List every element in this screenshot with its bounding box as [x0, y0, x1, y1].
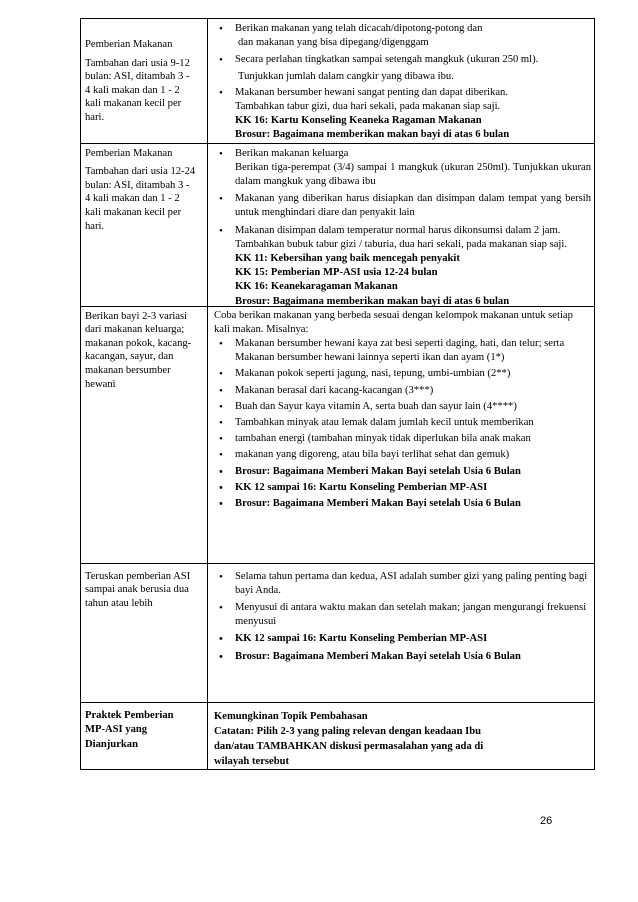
row-topic-cell	[81, 306, 208, 563]
topic-line: MP-ASI yang	[85, 724, 148, 736]
row-content-cell	[208, 143, 595, 306]
row-topic-cell	[81, 143, 208, 306]
row-content-cell	[208, 19, 595, 144]
topic-line: hari.	[85, 220, 105, 232]
list-item: • Buah dan Sayur kaya vitamin A, serta buah dan sayur lain (4****)	[208, 400, 591, 414]
row-topic-cell	[81, 563, 208, 702]
list-item: • Menyusui di antara waktu makan dan setelah makan; jangan mengurangi frekuensi menyusui	[208, 601, 591, 629]
table-row	[81, 19, 595, 144]
topic-line: kacangan, sayur, dan	[85, 351, 174, 363]
list-item-continuation: dan makanan yang bisa dipegang/digenggam	[238, 37, 429, 49]
discussion-note: dan/atau TAMBAHKAN diskusi permasalahan yang ada di	[214, 740, 484, 752]
discussion-heading: Kemungkinan Topik Pembahasan	[214, 710, 368, 722]
discussion-note: Catatan: Pilih 2-3 yang paling relevan dengan keadaan Ibu	[214, 725, 482, 737]
row-content-cell	[208, 563, 595, 702]
topic-line: Praktek Pemberian	[85, 709, 174, 721]
content-table	[80, 18, 595, 770]
counseling-card-reference: • KK 12 sampai 16: Kartu Konseling Pemberian MP-ASI	[208, 481, 591, 495]
list-item: • Makanan bersumber hewani kaya zat besi seperti daging, hati, dan telur; serta Makanan bersumber hewani lainnya seperti ikan dan ayam (1*)	[208, 337, 591, 365]
topic-line: bulan: ASI, ditambah 3 -	[85, 71, 190, 83]
table-row	[81, 702, 595, 769]
topic-line: makanan bersumber	[85, 365, 171, 376]
counseling-card-reference: • KK 12 sampai 16: Kartu Konseling Pemberian MP-ASI	[208, 632, 591, 646]
row-content-cell	[208, 306, 595, 563]
brochure-reference: • Brosur: Bagaimana Memberi Makan Bayi setelah Usia 6 Bulan	[208, 650, 591, 664]
list-item: • Selama tahun pertama dan kedua, ASI adalah sumber gizi yang paling penting bagi bayi Anda.	[208, 570, 591, 598]
topic-line: makanan pokok, kacang-	[85, 337, 192, 349]
list-item: • Berikan makanan keluarga	[208, 147, 591, 161]
row-content-cell	[208, 702, 595, 769]
list-item: • tambahan energi (tambahan minyak tidak diperlukan bila anak makan	[208, 432, 591, 446]
list-item-continuation: Berikan tiga-perempat (3/4) sampai 1 mangkuk (ukuran 250ml). Tunjukkan ukuran dalam mangkuk yang dibawa ibu	[235, 161, 591, 188]
topic-line: hari.	[85, 111, 105, 123]
topic-line: tahun atau lebih	[85, 597, 153, 609]
topic-line: Teruskan pemberian ASI	[85, 570, 191, 582]
list-item-continuation: Tambahkan tabur gizi, dua hari sekali, pada makanan siap saji.	[235, 101, 501, 113]
table-row	[81, 563, 595, 702]
topic-line: bulan: ASI, ditambah 3 -	[85, 179, 190, 191]
topic-line: Dianjurkan	[85, 738, 138, 750]
topic-line: hewani	[85, 378, 116, 390]
topic-line: Pemberian Makanan	[85, 147, 173, 159]
row-topic-cell	[81, 19, 208, 144]
list-item: • Makanan bersumber hewani sangat penting dan dapat diberikan.	[208, 86, 591, 100]
topic-line: Berikan bayi 2-3 variasi	[85, 310, 188, 322]
counseling-card-reference: KK 16: Kartu Konseling Keaneka Ragaman Makanan	[235, 115, 482, 127]
table-row	[81, 306, 595, 563]
topic-line: dari makanan keluarga;	[85, 324, 185, 336]
brochure-reference: • Brosur: Bagaimana Memberi Makan Bayi setelah Usia 6 Bulan	[208, 497, 591, 511]
list-item: • Makanan berasal dari kacang-kacangan (3***)	[208, 384, 591, 398]
list-item-continuation: Tambahkan bubuk tabur gizi / taburia, dua hari sekali, pada makanan siap saji.	[235, 238, 567, 250]
discussion-note: wilayah tersebut	[214, 755, 290, 767]
topic-line: kali makanan kecil per	[85, 98, 182, 110]
brochure-reference: Brosur: Bagaimana memberikan makan bayi di atas 6 bulan	[235, 129, 510, 141]
list-item: • Makanan pokok seperti jagung, nasi, tepung, umbi-umbian (2**)	[208, 367, 591, 381]
page-number: 26	[540, 815, 553, 827]
list-item: • Berikan makanan yang telah dicacah/dipotong-potong dan	[208, 22, 591, 36]
topic-line: Pemberian Makanan	[85, 39, 173, 50]
table-row	[81, 143, 595, 306]
counseling-card-reference: KK 15: Pemberian MP-ASI usia 12-24 bulan	[235, 267, 438, 279]
topic-line: sampai anak berusia dua	[85, 584, 189, 596]
list-item: • Secara perlahan tingkatkan sampai setengah mangkuk (ukuran 250 ml).	[208, 53, 591, 67]
list-item: • makanan yang digoreng, atau bila bayi terlihat sehat dan gemuk)	[208, 448, 591, 462]
brochure-reference: Brosur: Bagaimana memberikan makan bayi di atas 6 bulan	[235, 295, 510, 306]
list-item-continuation: Tunjukkan jumlah dalam cangkir yang dibawa ibu.	[238, 70, 454, 82]
counseling-card-reference: KK 16: Keanekaragaman Makanan	[235, 281, 398, 293]
topic-line: 4 kali makan dan 1 - 2	[85, 193, 180, 205]
list-item: • Tambahkan minyak atau lemak dalam jumlah kecil untuk memberikan	[208, 416, 591, 430]
counseling-card-reference: KK 11: Kebersihan yang baik mencegah penyakit	[235, 253, 460, 265]
topic-line: 4 kali makan dan 1 - 2	[85, 84, 180, 96]
topic-line: Tambahan dari usia 12-24	[85, 166, 196, 178]
list-item: • Makanan yang diberikan harus disiapkan dan disimpan dalam tempat yang bersih untuk menghindari diare dan penyakit lain	[208, 192, 591, 220]
intro-text: Coba berikan makanan yang berbeda sesuai dengan kelompok makanan untuk setiap kali makan. Misalnya:	[214, 309, 573, 335]
brochure-reference: • Brosur: Bagaimana Memberi Makan Bayi setelah Usia 6 Bulan	[208, 465, 591, 479]
row-topic-cell	[81, 702, 208, 769]
list-item: • Makanan disimpan dalam temperatur normal harus dikonsumsi dalam 2 jam.	[208, 224, 591, 238]
topic-line: Tambahan dari usia 9-12	[85, 57, 190, 69]
topic-line: kali makanan kecil per	[85, 207, 182, 218]
